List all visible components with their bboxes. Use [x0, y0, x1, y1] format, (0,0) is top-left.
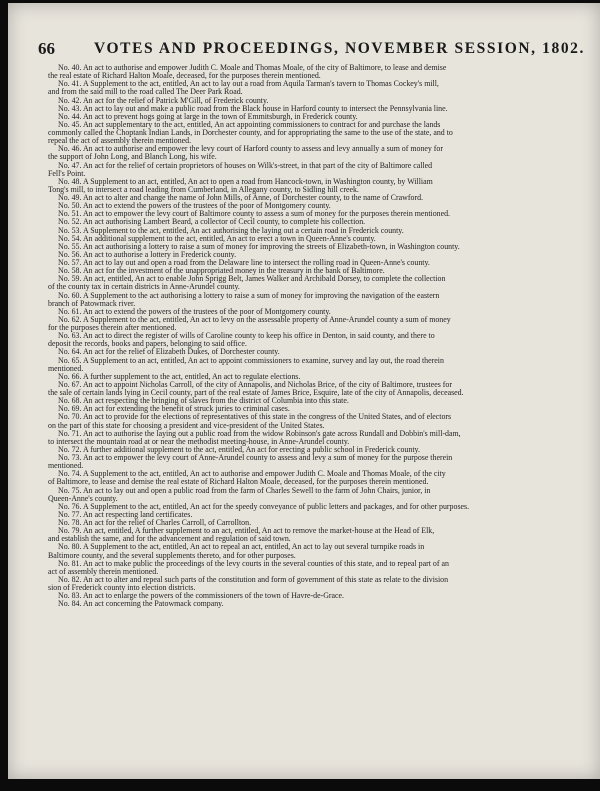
act-entry-line: No. 57. An act to lay out and open a road from the Delaware line to intersect the rolling road in Queen-Anne's county.: [58, 259, 430, 267]
act-entry-line: No. 53. A Supplement to the act, entitled, An act authorising the laying out a certain road in Frederick county.: [58, 226, 404, 235]
act-continuation-line: for the purposes therein after mentioned.: [48, 324, 177, 332]
act-continuation-line: Queen-Anne's county.: [48, 494, 118, 503]
page-title: VOTES AND PROCEEDINGS, NOVEMBER SESSION, 1802.: [94, 40, 586, 57]
act-entry-line: No. 61. An act to extend the powers of the trustees of the poor of Montgomery county.: [58, 307, 331, 316]
act-entry-line: No. 60. A Supplement to the act authorising a lottery to raise a sum of money for improving the navigation of the eastern: [58, 291, 440, 300]
act-continuation-line: mentioned.: [48, 364, 84, 373]
act-entry-line: No. 52. An act authorising Lambert Beard, a collector of Cecil county, to complete his collection.: [58, 218, 366, 227]
act-continuation-line: deposit the records, books and papers, belonging to said office.: [48, 340, 247, 349]
act-entry-line: No. 51. An act to empower the levy court of Baltimore county to assess a sum of money for the purposes therein mentioned.: [58, 210, 451, 219]
act-entry-line: No. 55. An act authorising a lottery to raise a sum of money for improving the streets of Elizabeth-town, in Washington county.: [58, 242, 460, 251]
page-header: [38, 39, 586, 59]
act-entry-line: No. 67. An act to appoint Nicholas Carroll, of the city of Annapolis, and Nicholas Brice, of the city of Baltimore, trustees for: [58, 380, 453, 389]
act-entry-line: No. 76. A Supplement to the act, entitled, An act for the speedy conveyance of public letters and packages, and for other purposes.: [58, 502, 470, 511]
act-continuation-line: Baltimore county, and the several supplements thereto, and for other purposes.: [48, 551, 296, 560]
act-entry-line: No. 84. An act concerning the Patowmack company.: [58, 600, 224, 609]
act-entry-line: No. 73. An act to empower the levy court of Anne-Arundel county to assess and levy a sum of money for the purpose therein: [58, 454, 453, 462]
act-entry-line: No. 49. An act to alter and change the name of John Mills, of Anne, of Dorchester county, to the name of Crawford.: [58, 194, 423, 202]
act-continuation-line: and from the said mill to the road called The Deer Park Road.: [48, 88, 243, 97]
act-entry-line: No. 83. An act to enlarge the powers of the commissioners of the town of Havre-de-Grace.: [58, 592, 345, 601]
acts-list: [48, 64, 595, 608]
act-continuation-line: Tong's mill, to intersect a road leading from Cumberland, in Allegany county, to Sidling hill creek.: [48, 185, 359, 194]
act-entry-line: No. 47. An act for the relief of certain proprietors of houses on Wilk's-street, in that part of the city of Baltimore called: [58, 161, 433, 170]
act-entry-line: No. 45. An act supplementary to the act, entitled, An act appointing commissioners to contract for and purchase the lands: [58, 120, 441, 129]
act-continuation-line: to intersect the mountain road at or near the methodist meeting-house, in Anne-Arundel county.: [48, 437, 350, 446]
act-continuation-line: Fell's Point.: [48, 169, 86, 178]
act-entry-line: No. 43. An act to lay out and make a public road from the Black house in Harford county to intersect the Pennsylvania line.: [58, 104, 448, 113]
act-entry-line: No. 59. An act, entitled, An act to enable John Sprigg Belt, James Walker and Archibald Dorsey, to complete the collection: [58, 275, 446, 284]
act-entry-line: No. 74. A Supplement to the act, entitled, An act to authorise and empower Judith C. Moale and Thomas Moale, of the city: [58, 470, 446, 479]
act-continuation-line: act of assembly therein mentioned.: [48, 567, 159, 576]
act-entry-line: No. 68. An act respecting the bringing of slaves from the district of Columbia into this state.: [58, 397, 349, 406]
act-entry-line: No. 66. A further supplement to the act, entitled, An act to regulate elections.: [58, 372, 301, 381]
act-continuation-line: sion of Frederick county into election districts.: [48, 584, 196, 592]
act-continuation-line: repeal the act of assembly therein mentioned.: [48, 137, 192, 146]
act-entry-line: No. 65. A Supplement to an act, entitled, An act to appoint commissioners to examine, survey and lay out, the road therein: [58, 356, 444, 365]
act-continuation-line: of Baltimore, to lease and demise the real estate of Richard Halton Moale, deceased, for the purposes therein mentioned.: [48, 478, 429, 487]
page-sheet: [8, 3, 600, 779]
act-entry-line: No. 71. An act to authorise the laying out a public road from the widow Robinson's gate across Rundall and Dobbin's mill-dam,: [58, 429, 461, 438]
act-continuation-line: and establish the same, and for the advancement and regulation of said town.: [48, 535, 291, 544]
act-continuation-line: mentioned.: [48, 462, 84, 471]
act-entry-line: No. 72. A further additional supplement to the act, entitled, An act for erecting a public school in Frederick county.: [58, 445, 420, 454]
act-continuation-line: the sale of certain lands lying in Cecil county, part of the real estate of James Brice, Esquire, late of the city of Annapolis, deceased.: [48, 389, 464, 397]
act-entry-line: No. 81. An act to make public the proceedings of the levy courts in the several counties of this state, and to repeal part of an: [58, 559, 449, 568]
act-entry-line: No. 62. A Supplement to the act, entitled, An act to levy on the assessable property of Anne-Arundel county a sum of money: [58, 315, 451, 324]
act-entry-line: No. 46. An act to authorise and empower the levy court of Harford county to assess and levy annually a sum of money for: [58, 145, 444, 154]
act-entry-line: No. 41. A Supplement to the act, entitled, An act to lay out a road from Aquila Tarman's tavern to Thomas Cockey's mill,: [58, 80, 439, 89]
page-number: 66: [38, 39, 55, 58]
act-entry-line: No. 48. A Supplement to an act, entitled, An act to open a road from Hancock-town, in Washington county, by William: [58, 177, 433, 186]
act-entry-line: No. 63. An act to direct the register of wills of Caroline county to keep his office in Denton, in said county, and there to: [58, 332, 435, 341]
act-entry-line: No. 69. An act for extending the benefit of struck juries to criminal cases.: [58, 405, 290, 414]
act-entry-line: No. 80. A Supplement to the act, entitled, An act to repeal an act, entitled, An act to lay out several turnpike roads in: [58, 543, 425, 552]
act-continuation-line: of the county tax in certain districts in Anne-Arundel county.: [48, 283, 240, 292]
act-entry-line: No. 42. An act for the relief of Patrick M'Gill, of Frederick county.: [58, 96, 269, 105]
act-entry-line: No. 54. An additional supplement to the act, entitled, An act to erect a town in Queen-Anne's county.: [58, 234, 376, 243]
act-entry-line: No. 78. An act for the relief of Charles Carroll, of Carrollton.: [58, 519, 252, 527]
act-entry-line: No. 58. An act for the investment of the unappropriated money in the treasury in the bank of Baltimore.: [58, 267, 385, 276]
act-entry-line: No. 50. An act to extend the powers of the trustees of the poor of Montgomery county.: [58, 202, 331, 211]
act-entry-line: No. 77. An act respecting land certificates.: [58, 510, 193, 519]
act-continuation-line: on the part of this state for choosing a president and vice-president of the United States.: [48, 421, 325, 430]
act-entry-line: No. 75. An act to lay out and open a public road from the farm of Charles Sewell to the farm of John Chairs, junior, in: [58, 486, 431, 495]
act-entry-line: No. 40. An act to authorise and empower Judith C. Moale and Thomas Moale, of the city of Baltimore, to lease and demise: [58, 64, 447, 72]
act-entry-line: No. 82. An act to alter and repeal such parts of the constitution and form of government of this state as relate to the division: [58, 575, 449, 584]
act-continuation-line: the real estate of Richard Halton Moale, deceased, for the purposes therein mentioned.: [48, 72, 321, 81]
act-continuation-line: the support of John Long, and Blanch Long, his wife.: [48, 153, 217, 162]
act-entry-line: No. 79. An act, entitled, A further supplement to an act, entitled, An act to remove the market-house at the Head of Elk,: [58, 527, 435, 536]
act-continuation-line: branch of Patowmack river.: [48, 299, 136, 308]
act-continuation-line: commonly called the Choptank Indian Lands, in Dorchester county, and for appropriating the same to the use of the state, and to: [48, 129, 453, 137]
act-entry-line: No. 56. An act to authorise a lottery in Frederick county.: [58, 250, 237, 259]
act-entry-line: No. 44. An act to prevent hogs going at large in the town of Emmitsburgh, in Frederick county.: [58, 112, 358, 121]
act-entry-line: No. 64. An act for the relief of Elizabeth Dukes, of Dorchester county.: [58, 348, 280, 357]
act-entry-line: No. 70. An act to provide for the elections of representatives of this state in the congress of the United States, and of electors: [58, 413, 452, 422]
